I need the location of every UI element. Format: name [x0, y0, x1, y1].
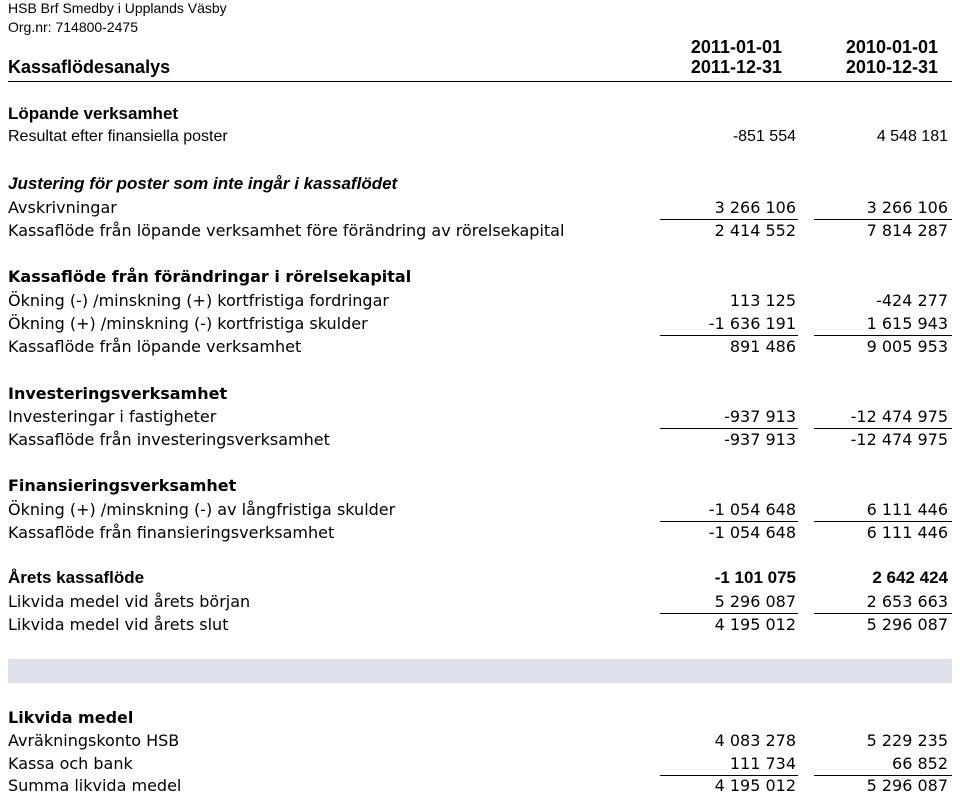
row-label: Kassaflöde från löpande verksamhet före förändring av rörelsekapital [8, 221, 565, 240]
org-number: Org.nr: 714800-2475 [8, 19, 138, 35]
col1-end-date: 2011-12-31 [690, 57, 782, 77]
title-divider [8, 81, 952, 82]
row-value-2010: 5 296 087 [866, 776, 948, 795]
row-label: Likvida medel vid årets slut [8, 615, 229, 634]
row-label: Kassaflöde från finansieringsverksamhet [8, 523, 335, 542]
row-label: Resultat efter finansiella poster [8, 128, 228, 145]
row-value-2010: 5 229 235 [866, 731, 948, 750]
row-value-2011: 2 414 552 [714, 221, 796, 240]
table-row [0, 430, 960, 452]
row-value-2011: -1 054 648 [708, 500, 796, 519]
row-value-2011: -851 554 [732, 128, 796, 145]
table-row-total [0, 568, 960, 590]
row-value-2010: 6 111 446 [866, 500, 948, 519]
table-row [0, 221, 960, 243]
row-value-2011: 5 296 087 [714, 592, 796, 611]
row-value-2010: 66 852 [892, 754, 948, 773]
row-label: Summa likvida medel [8, 776, 182, 795]
col2-end-date: 2010-12-31 [845, 57, 938, 77]
table-row [0, 337, 960, 359]
row-label: Kassa och bank [8, 754, 133, 773]
section-likvida: Likvida medel [8, 708, 134, 727]
row-value-2011: 891 486 [729, 337, 796, 356]
col2-start-date: 2010-01-01 [845, 37, 938, 57]
row-value-2010: 7 814 287 [866, 221, 948, 240]
row-value-2011: -937 913 [724, 430, 796, 449]
row-label: Kassaflöde från investeringsverksamhet [8, 430, 330, 449]
row-value-2011: 113 125 [729, 291, 796, 310]
sum-underline [660, 613, 798, 614]
section-rorelsekapital: Kassaflöde från förändringar i rörelsekapital [8, 267, 412, 286]
sum-underline [814, 613, 952, 614]
table-row [0, 592, 960, 614]
table-row [0, 128, 960, 150]
row-value-2010: -12 474 975 [850, 430, 948, 449]
col1-start-date: 2011-01-01 [690, 37, 782, 57]
row-value-2010: 3 266 106 [866, 198, 948, 217]
table-row [0, 754, 960, 776]
section-justering: Justering för poster som inte ingår i kassaflödet [8, 174, 398, 193]
row-label: Ökning (+) /minskning (-) kortfristiga skulder [8, 314, 368, 333]
row-value-2011: 4 195 012 [714, 615, 796, 634]
row-value-2011: 111 734 [729, 754, 796, 773]
row-value-2011: -1 101 075 [714, 568, 796, 587]
table-row [0, 776, 960, 798]
row-value-2010: 9 005 953 [866, 337, 948, 356]
row-value-2010: 2 653 663 [866, 592, 948, 611]
sum-underline [814, 219, 952, 220]
sum-underline [660, 335, 798, 336]
row-value-2011: 4 195 012 [714, 776, 796, 795]
section-finansiering: Finansieringsverksamhet [8, 476, 237, 495]
page-title: Kassaflödesanalys [8, 57, 171, 77]
sum-underline [660, 521, 798, 522]
row-value-2011: -1 636 191 [708, 314, 796, 333]
row-label: Ökning (+) /minskning (-) av långfristiga skulder [8, 500, 396, 519]
row-value-2010: 6 111 446 [866, 523, 948, 542]
org-name: HSB Brf Smedby i Upplands Väsby [8, 0, 227, 16]
row-label: Årets kassaflöde [8, 568, 145, 587]
row-value-2011: -1 054 648 [708, 523, 796, 542]
row-label: Avräkningskonto HSB [8, 731, 180, 750]
row-value-2010: -424 277 [876, 291, 948, 310]
table-row [0, 500, 960, 522]
row-value-2010: 2 642 424 [872, 568, 948, 587]
sum-underline [660, 219, 798, 220]
row-label: Avskrivningar [8, 198, 117, 217]
row-value-2011: 3 266 106 [714, 198, 796, 217]
table-row [0, 615, 960, 637]
sum-underline [660, 428, 798, 429]
row-label: Investeringar i fastigheter [8, 407, 217, 426]
sum-underline [814, 428, 952, 429]
table-row [0, 407, 960, 429]
section-investering: Investeringsverksamhet [8, 384, 228, 403]
table-row [0, 523, 960, 545]
sum-underline [814, 521, 952, 522]
section-lopande: Löpande verksamhet [8, 104, 179, 123]
row-value-2010: -12 474 975 [850, 407, 948, 426]
row-value-2011: -937 913 [724, 407, 796, 426]
shaded-separator [8, 659, 952, 683]
table-row [0, 731, 960, 753]
row-label: Kassaflöde från löpande verksamhet [8, 337, 302, 356]
table-row [0, 314, 960, 336]
sum-underline [814, 335, 952, 336]
row-label: Ökning (-) /minskning (+) kortfristiga fordringar [8, 291, 389, 310]
table-row [0, 198, 960, 220]
row-value-2010: 1 615 943 [866, 314, 948, 333]
row-label: Likvida medel vid årets början [8, 592, 251, 611]
row-value-2010: 4 548 181 [876, 128, 948, 145]
row-value-2010: 5 296 087 [866, 615, 948, 634]
table-row [0, 291, 960, 313]
row-value-2011: 4 083 278 [714, 731, 796, 750]
